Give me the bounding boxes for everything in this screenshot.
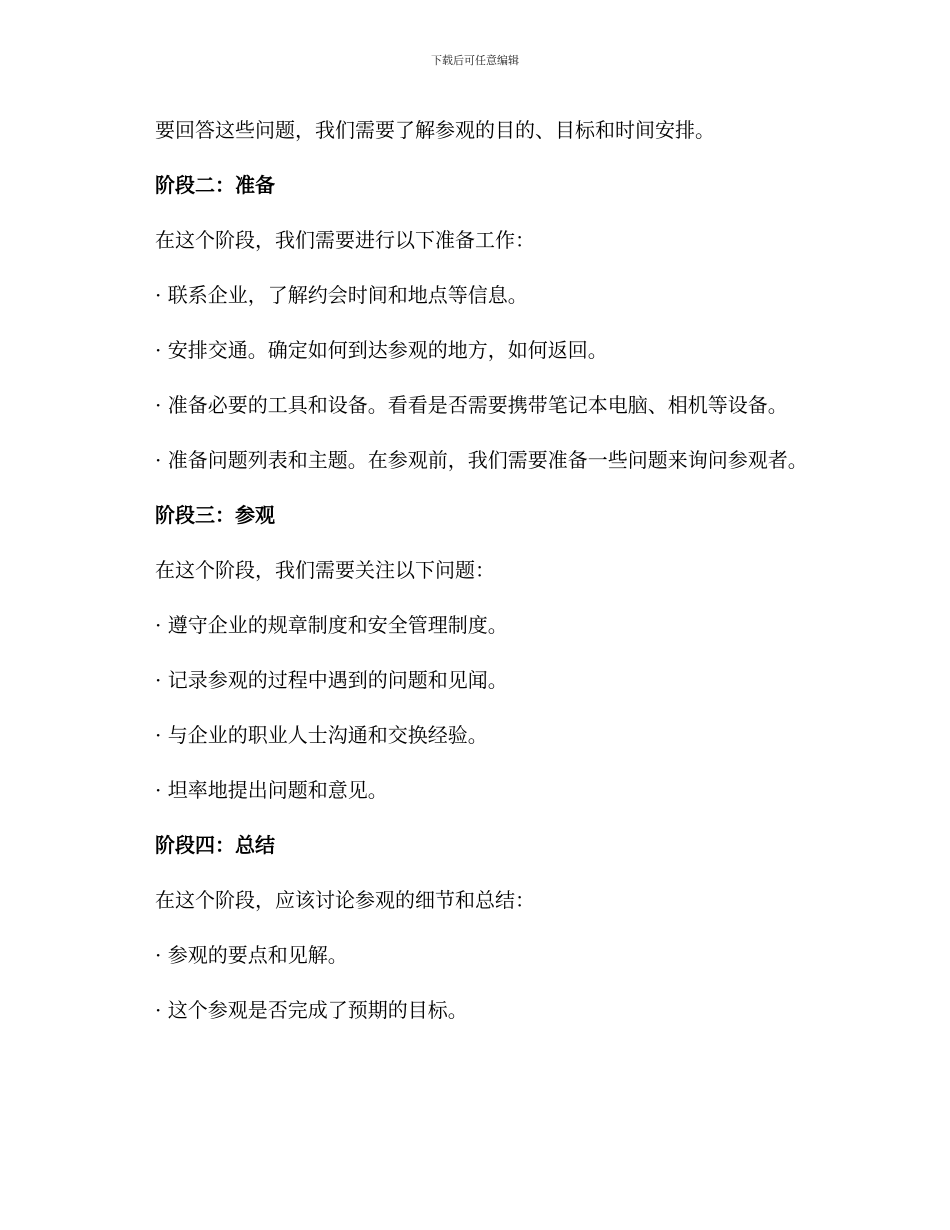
list-item: · 安排交通。确定如何到达参观的地方，如何返回。: [155, 338, 608, 362]
list-item: · 准备必要的工具和设备。看看是否需要携带笔记本电脑、相机等设备。: [155, 393, 788, 417]
list-item: · 准备问题列表和主题。在参观前，我们需要准备一些问题来询问参观者。: [155, 448, 808, 472]
paragraph: 在这个阶段，我们需要关注以下问题：: [155, 558, 495, 582]
list-item: · 与企业的职业人士沟通和交换经验。: [155, 723, 488, 747]
list-item: · 坦率地提出问题和意见。: [155, 778, 388, 802]
paragraph: 在这个阶段，应该讨论参观的细节和总结：: [155, 888, 535, 912]
list-item: · 记录参观的过程中遇到的问题和见闻。: [155, 668, 508, 692]
section-heading-stage-3: 阶段三：参观: [155, 503, 275, 527]
paragraph: 在这个阶段，我们需要进行以下准备工作：: [155, 228, 535, 252]
paragraph-intro: 要回答这些问题，我们需要了解参观的目的、目标和时间安排。: [155, 118, 715, 142]
section-heading-stage-2: 阶段二：准备: [155, 173, 275, 197]
list-item: · 联系企业，了解约会时间和地点等信息。: [155, 283, 528, 307]
list-item: · 遵守企业的规章制度和安全管理制度。: [155, 613, 508, 637]
page-header: 下载后可任意编辑: [431, 54, 519, 67]
section-heading-stage-4: 阶段四：总结: [155, 833, 275, 857]
document-body: [113, 110, 828, 1045]
list-item: · 这个参观是否完成了预期的目标。: [155, 998, 468, 1022]
list-item: · 参观的要点和见解。: [155, 943, 348, 967]
